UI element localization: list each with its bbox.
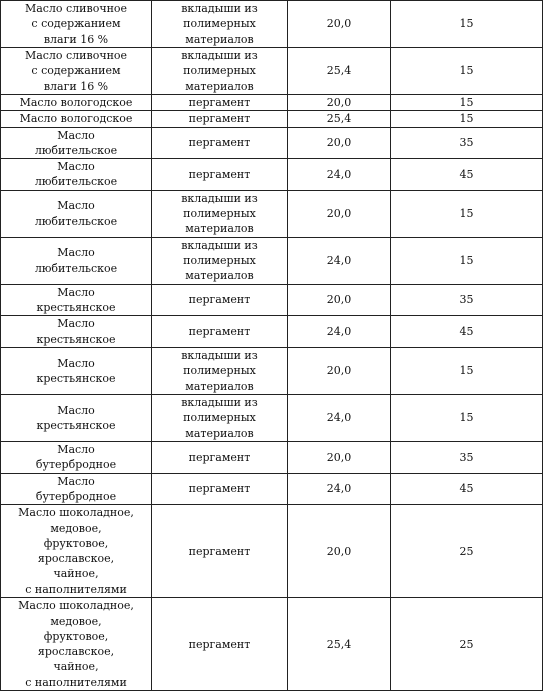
packaging-type-cell <box>152 284 288 316</box>
packaging-type-cell <box>152 473 288 505</box>
count-cell-text: 15 <box>459 207 474 221</box>
table-row <box>1 284 543 316</box>
packaging-type-cell-text: вкладыши из полимерных материалов <box>181 2 258 46</box>
count-cell-text: 35 <box>459 450 474 464</box>
count-cell-text: 15 <box>459 112 474 126</box>
table-row <box>1 347 543 394</box>
packaging-type-cell <box>152 1 288 48</box>
packaging-type-cell <box>152 237 288 284</box>
count-cell <box>391 48 543 95</box>
product-name-cell-text: Масло вологодское <box>19 96 133 109</box>
weight-cell <box>288 316 391 348</box>
product-name-cell <box>1 127 152 159</box>
packaging-type-cell-text: пергамент <box>188 136 251 150</box>
product-name-cell-text: Масло сливочное с содержанием влаги 16 % <box>24 49 128 93</box>
count-cell <box>391 159 543 191</box>
count-cell <box>391 394 543 441</box>
packaging-type-cell <box>152 48 288 95</box>
count-cell-text: 15 <box>459 96 474 109</box>
product-name-cell <box>1 95 152 111</box>
table-row <box>1 316 543 348</box>
packaging-type-cell-text: пергамент <box>188 450 251 464</box>
table-body <box>1 1 543 691</box>
product-name-cell-text: Масло крестьянское <box>36 403 116 432</box>
table-row <box>1 127 543 159</box>
weight-cell <box>288 441 391 473</box>
weight-cell <box>288 159 391 191</box>
product-name-cell-text: Масло бутербродное <box>35 474 117 503</box>
weight-cell-text: 20,0 <box>326 17 352 31</box>
product-name-cell <box>1 316 152 348</box>
table-row <box>1 473 543 505</box>
weight-cell-text: 24,0 <box>326 254 352 268</box>
product-name-cell <box>1 505 152 598</box>
weight-cell <box>288 95 391 111</box>
weight-cell-text: 20,0 <box>326 293 352 307</box>
weight-cell-text: 24,0 <box>326 167 352 181</box>
table-row <box>1 111 543 127</box>
product-name-cell <box>1 48 152 95</box>
table-row <box>1 394 543 441</box>
weight-cell <box>288 48 391 95</box>
packaging-type-cell <box>152 127 288 159</box>
count-cell-text: 35 <box>459 293 474 307</box>
product-name-cell-text: Масло крестьянское <box>36 317 116 346</box>
product-name-cell-text: Масло крестьянское <box>36 285 116 315</box>
packaging-type-cell-text: вкладыши из полимерных материалов <box>181 396 258 440</box>
count-cell <box>391 441 543 473</box>
packaging-type-cell <box>152 347 288 394</box>
weight-cell-text: 24,0 <box>326 325 352 339</box>
table-row <box>1 598 543 691</box>
packaging-type-cell-text: пергамент <box>188 637 251 651</box>
table-row <box>1 190 543 237</box>
count-cell <box>391 190 543 237</box>
packaging-type-cell-text: пергамент <box>188 325 251 339</box>
weight-cell-text: 25,4 <box>326 637 352 651</box>
count-cell <box>391 347 543 394</box>
packaging-type-cell-text: вкладыши из полимерных материалов <box>181 349 258 393</box>
weight-cell-text: 20,0 <box>326 207 352 221</box>
weight-cell <box>288 284 391 316</box>
product-name-cell-text: Масло вологодское <box>19 112 133 126</box>
packaging-type-cell <box>152 111 288 127</box>
product-name-cell-text: Масло любительское <box>34 160 118 189</box>
product-name-cell <box>1 394 152 441</box>
table-row <box>1 441 543 473</box>
count-cell-text: 15 <box>459 254 474 268</box>
count-cell-text: 15 <box>459 64 474 78</box>
count-cell <box>391 111 543 127</box>
count-cell-text: 25 <box>459 637 474 651</box>
weight-cell-text: 25,4 <box>326 64 352 78</box>
weight-cell-text: 24,0 <box>326 411 352 425</box>
packaging-type-cell <box>152 441 288 473</box>
packaging-type-cell-text: пергамент <box>188 167 251 181</box>
count-cell-text: 35 <box>459 136 474 150</box>
packaging-type-cell <box>152 190 288 237</box>
weight-cell <box>288 347 391 394</box>
weight-cell-text: 20,0 <box>326 544 352 558</box>
table-row <box>1 159 543 191</box>
count-cell-text: 15 <box>459 364 474 378</box>
table-row <box>1 505 543 598</box>
product-name-cell <box>1 284 152 316</box>
count-cell-text: 45 <box>459 325 474 339</box>
count-cell-text: 45 <box>459 482 474 496</box>
product-name-cell-text: Масло шоколадное, медовое, фруктовое, ярославское, чайное, с наполнителями <box>18 506 134 596</box>
product-name-cell-text: Масло бутербродное <box>35 442 117 472</box>
product-name-cell <box>1 441 152 473</box>
packaging-type-cell-text: пергамент <box>188 482 251 496</box>
packaging-type-cell-text: вкладыши из полимерных материалов <box>181 191 258 236</box>
product-name-cell <box>1 190 152 237</box>
product-name-cell <box>1 347 152 394</box>
count-cell-text: 45 <box>459 167 474 181</box>
packaging-type-cell-text: вкладыши из полимерных материалов <box>181 238 258 283</box>
count-cell-text: 15 <box>459 17 474 31</box>
count-cell <box>391 95 543 111</box>
count-cell <box>391 316 543 348</box>
packaging-type-cell-text: пергамент <box>188 112 251 126</box>
packaging-type-cell <box>152 316 288 348</box>
count-cell <box>391 473 543 505</box>
table-row <box>1 95 543 111</box>
packaging-type-cell-text: пергамент <box>188 544 251 558</box>
packaging-type-cell-text: пергамент <box>188 293 251 307</box>
weight-cell <box>288 394 391 441</box>
packaging-type-cell <box>152 394 288 441</box>
count-cell <box>391 237 543 284</box>
weight-cell <box>288 473 391 505</box>
product-name-cell-text: Масло любительское <box>34 246 118 275</box>
product-name-cell <box>1 237 152 284</box>
product-name-cell-text: Масло крестьянское <box>36 356 116 385</box>
product-name-cell <box>1 598 152 691</box>
weight-cell <box>288 190 391 237</box>
weight-cell <box>288 505 391 598</box>
weight-cell <box>288 127 391 159</box>
product-name-cell <box>1 159 152 191</box>
table-row <box>1 237 543 284</box>
product-name-cell-text: Масло шоколадное, медовое, фруктовое, ярославское, чайное, с наполнителями <box>18 599 134 689</box>
count-cell <box>391 1 543 48</box>
count-cell-text: 15 <box>459 411 474 425</box>
count-cell <box>391 284 543 316</box>
weight-cell-text: 20,0 <box>326 450 352 464</box>
count-cell-text: 25 <box>459 544 474 558</box>
product-name-cell-text: Масло сливочное с содержанием влаги 16 % <box>24 2 128 46</box>
table-row <box>1 1 543 48</box>
packaging-type-cell <box>152 95 288 111</box>
weight-cell <box>288 111 391 127</box>
packaging-type-cell <box>152 598 288 691</box>
count-cell <box>391 598 543 691</box>
product-name-cell <box>1 1 152 48</box>
product-name-cell-text: Масло любительское <box>34 128 118 157</box>
product-name-cell <box>1 473 152 505</box>
product-name-cell-text: Масло любительское <box>34 199 118 228</box>
weight-cell <box>288 237 391 284</box>
table-row <box>1 48 543 95</box>
weight-cell <box>288 598 391 691</box>
packaging-type-cell <box>152 159 288 191</box>
packaging-type-cell <box>152 505 288 598</box>
weight-cell-text: 25,4 <box>326 112 352 126</box>
count-cell <box>391 127 543 159</box>
weight-cell <box>288 1 391 48</box>
weight-cell-text: 20,0 <box>326 136 352 150</box>
count-cell <box>391 505 543 598</box>
product-name-cell <box>1 111 152 127</box>
weight-cell-text: 24,0 <box>326 482 352 496</box>
packaging-type-cell-text: пергамент <box>188 96 251 109</box>
weight-cell-text: 20,0 <box>326 96 352 109</box>
weight-cell-text: 20,0 <box>326 364 352 378</box>
packaging-type-cell-text: вкладыши из полимерных материалов <box>181 49 258 93</box>
